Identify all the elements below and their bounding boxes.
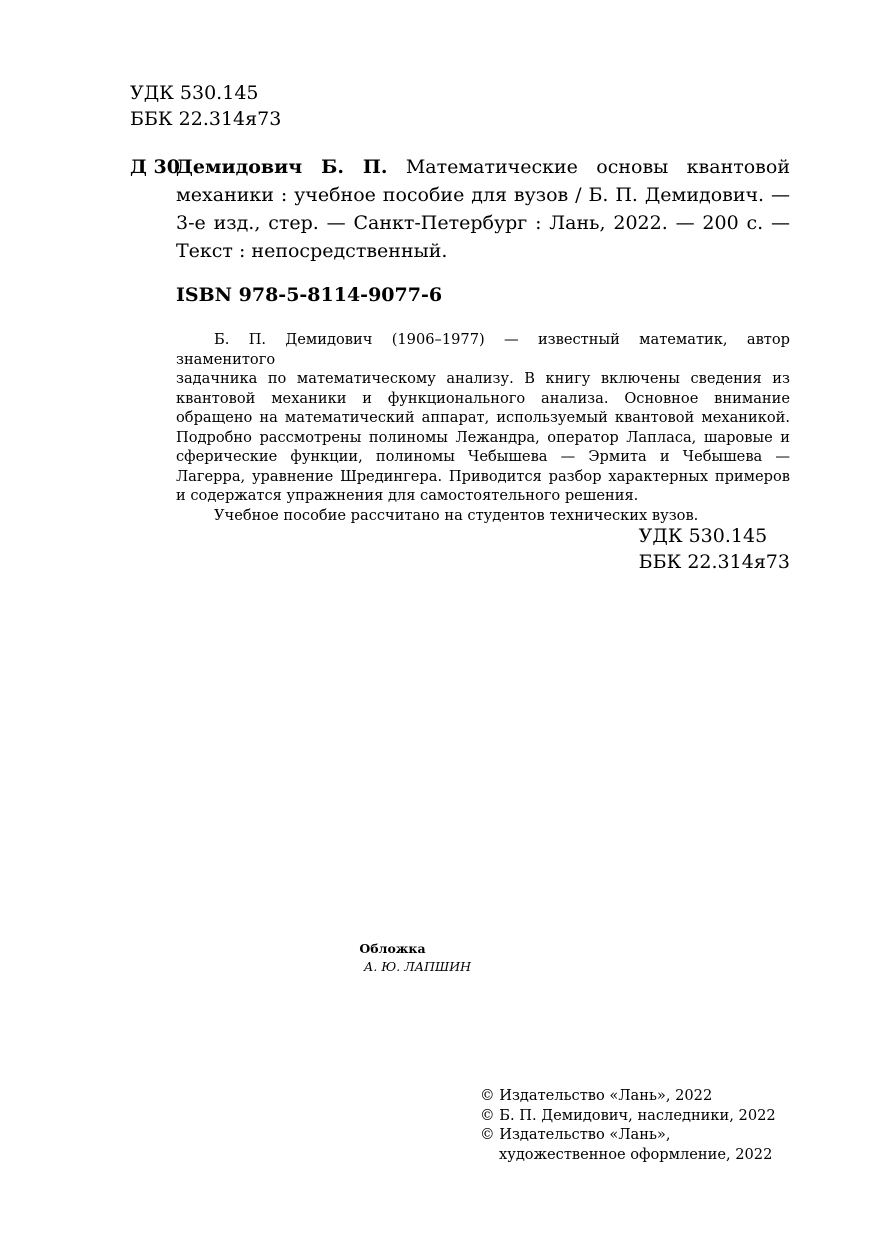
entry-line-2: механики : учебное пособие для вузов / Б. П. Демидович. — [176, 184, 790, 206]
copyright-line: © Б. П. Демидович, наследники, 2022 [480, 1106, 776, 1124]
copyright-line: © Издательство «Лань», 2022 [480, 1087, 713, 1104]
cover-credit [0, 940, 875, 976]
copyright-line: © Издательство «Лань», [480, 1126, 671, 1143]
entry-title-start: Математические основы квантовой [405, 156, 790, 178]
udk-code: УДК 530.145 [130, 82, 259, 104]
classification-top [130, 80, 281, 132]
classification-bottom [639, 523, 790, 575]
annotation-line: квантовой механики и функционального анализа. Основное внимание [176, 389, 790, 407]
bibliographic-entry [176, 153, 790, 265]
annotation-line: сферические функции, полиномы Чебышева — Эрмита и Чебышева — [176, 448, 790, 465]
annotation-line: Б. П. Демидович (1906–1977) — известный математик, автор знаменитого [176, 331, 790, 368]
annotation [176, 330, 790, 525]
cover-designer: А. Ю. ЛАПШИН [363, 959, 472, 974]
annotation-line: Подробно рассмотрены полиномы Лежандра, оператор Лапласа, шаровые и [176, 428, 790, 446]
annotation-audience: Учебное пособие рассчитано на студентов технических вузов. [214, 506, 699, 524]
copyright-block [480, 1086, 776, 1164]
entry-line-1 [176, 153, 790, 181]
bbk-code: ББК 22.314я73 [130, 108, 282, 130]
cover-label: Обложка [359, 941, 426, 956]
copyright-line: художественное оформление, 2022 [499, 1145, 773, 1163]
bbk-code: ББК 22.314я73 [638, 551, 790, 573]
isbn: ISBN 978-5-8114-9077-6 [176, 284, 443, 306]
annotation-line: задачника по математическому анализу. В книгу включены сведения из [176, 370, 790, 387]
entry-line-3: 3-е изд., стер. — Санкт-Петербург : Лань, 2022. — 200 с. — [176, 212, 790, 234]
author-mark: Д 30 [130, 156, 180, 178]
author-name: Демидович Б. П. [176, 156, 388, 178]
udk-code: УДК 530.145 [638, 525, 768, 547]
entry-line-4: Текст : непосредственный. [176, 240, 448, 262]
annotation-line: Лагерра, уравнение Шредингера. Приводится разбор характерных примеров [176, 467, 790, 485]
annotation-line: и содержатся упражнения для самостоятельного решения. [176, 487, 639, 504]
annotation-line: обращено на математический аппарат, используемый квантовой механикой. [176, 409, 790, 426]
